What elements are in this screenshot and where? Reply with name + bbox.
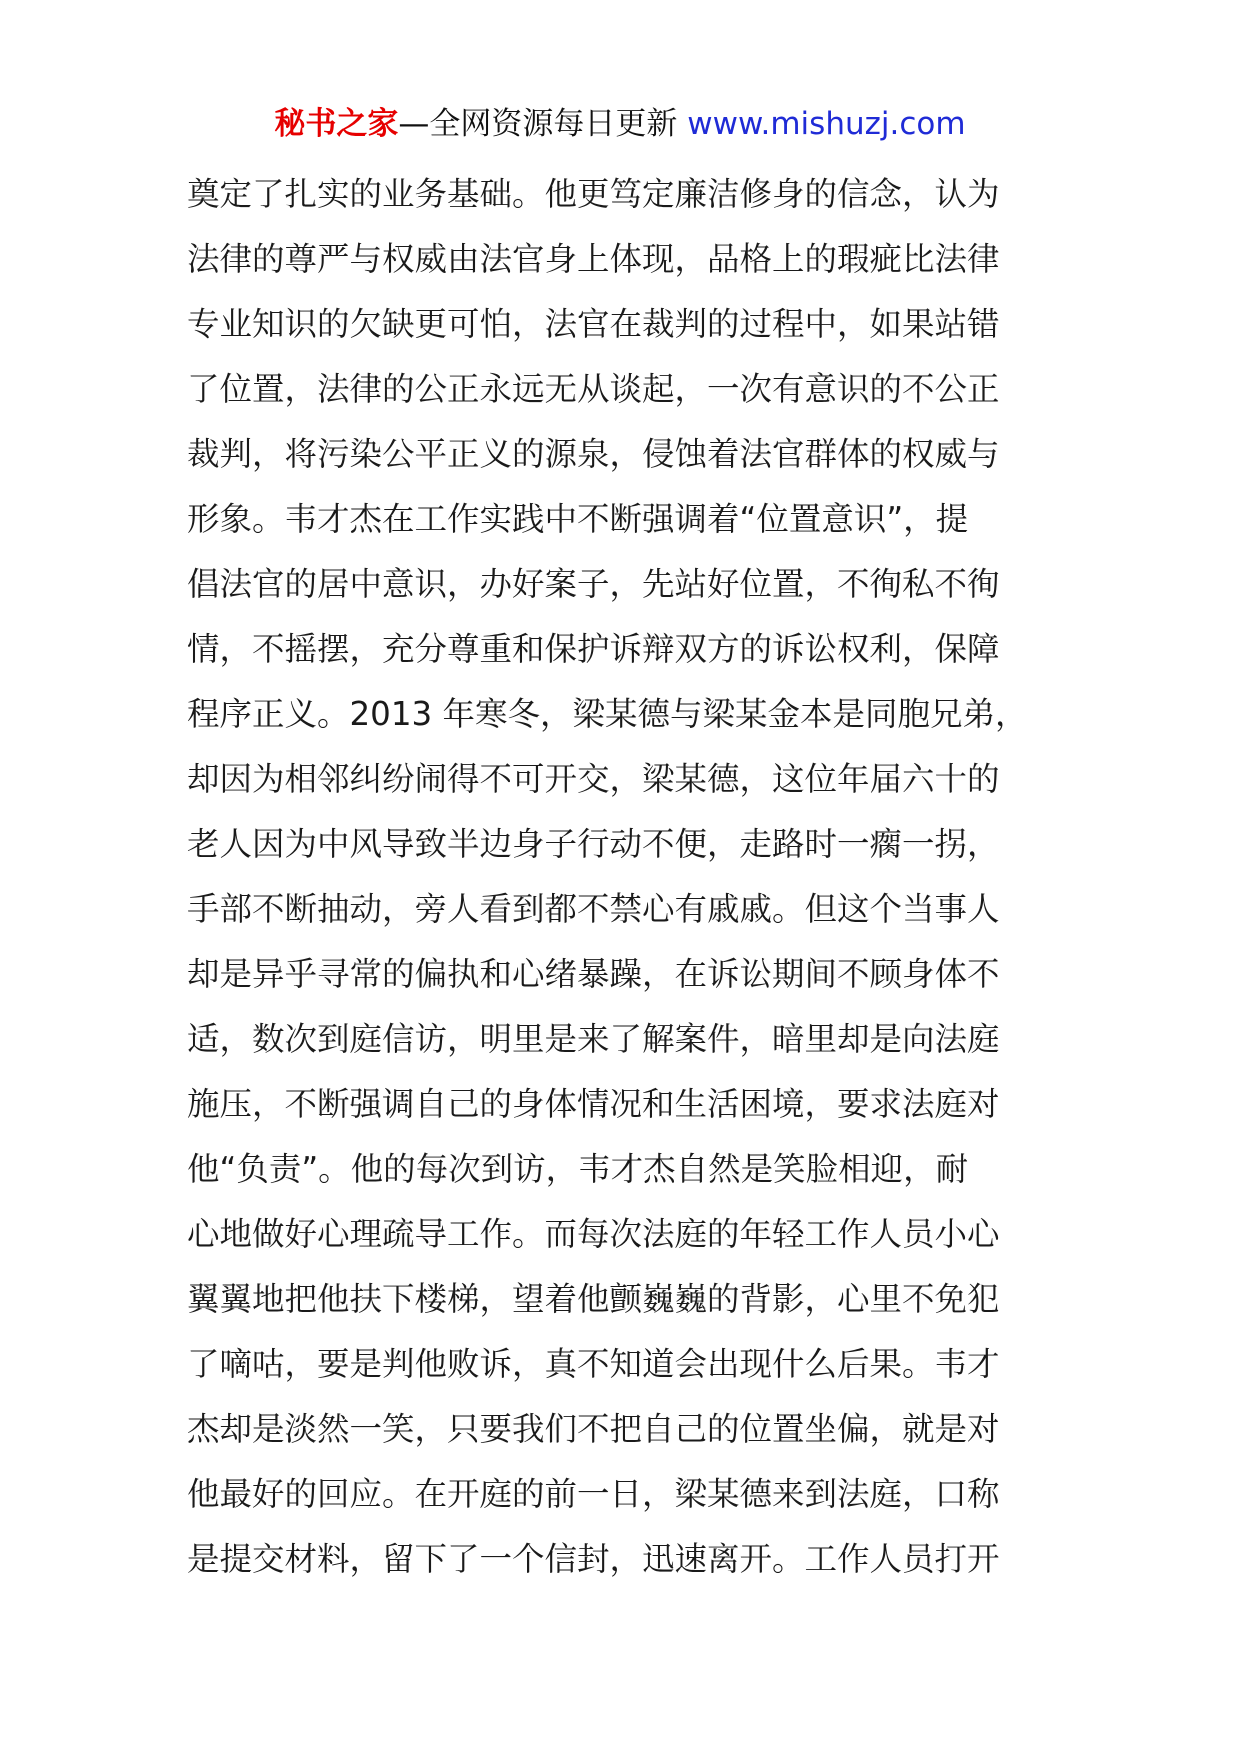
- text-line: 心地做好心理疏导工作。而每次法庭的年轻工作人员小心: [187, 1215, 1000, 1253]
- text-line: 适，数次到庭信访，明里是来了解案件，暗里却是向法庭: [187, 1020, 1000, 1058]
- text-line: 手部不断抽动，旁人看到都不禁心有戚戚。但这个当事人: [187, 890, 1000, 928]
- text-line: 情，不摇摆，充分尊重和保护诉辩双方的诉讼权利，保障: [187, 630, 1000, 668]
- text-line: 裁判，将污染公平正义的源泉，侵蚀着法官群体的权威与: [187, 435, 1000, 473]
- text-line: 形象。韦才杰在工作实践中不断强调着“位置意识”，提: [187, 500, 969, 538]
- text-line: 程序正义。2013 年寒冬，梁某德与梁某金本是同胞兄弟，: [187, 695, 1028, 733]
- brand-name: 秘书之家: [274, 106, 399, 142]
- page-header: [0, 100, 1240, 148]
- text-line: 倡法官的居中意识，办好案子，先站好位置，不徇私不徇: [187, 565, 1000, 603]
- header-tagline: —全网资源每日更新: [398, 106, 688, 142]
- text-line: 奠定了扎实的业务基础。他更笃定廉洁修身的信念，认为: [187, 175, 1000, 213]
- text-line: 却是异乎寻常的偏执和心绪暴躁，在诉讼期间不顾身体不: [187, 955, 1000, 993]
- text-line: 施压，不断强调自己的身体情况和生活困境，要求法庭对: [187, 1085, 1000, 1123]
- text-line: 却因为相邻纠纷闹得不可开交，梁某德，这位年届六十的: [187, 760, 1000, 798]
- text-line: 杰却是淡然一笑，只要我们不把自己的位置坐偏，就是对: [187, 1410, 1000, 1448]
- text-line: 老人因为中风导致半边身子行动不便，走路时一瘸一拐，: [187, 825, 1000, 863]
- site-url[interactable]: www.mishuzj.com: [687, 106, 966, 142]
- text-line: 他“负责”。他的每次到访，韦才杰自然是笑脸相迎，耐: [187, 1150, 969, 1188]
- text-line: 法律的尊严与权威由法官身上体现，品格上的瑕疵比法律: [187, 240, 1000, 278]
- text-line: 他最好的回应。在开庭的前一日，梁某德来到法庭，口称: [187, 1475, 1000, 1513]
- text-line: 翼翼地把他扶下楼梯，望着他颤巍巍的背影，心里不免犯: [187, 1280, 1000, 1318]
- body-paragraph: [187, 162, 1067, 1592]
- text-line: 是提交材料，留下了一个信封，迅速离开。工作人员打开: [187, 1540, 1000, 1578]
- text-line: 了嘀咕，要是判他败诉，真不知道会出现什么后果。韦才: [187, 1345, 1000, 1383]
- text-line: 专业知识的欠缺更可怕，法官在裁判的过程中，如果站错: [187, 305, 1000, 343]
- text-line: 了位置，法律的公正永远无从谈起，一次有意识的不公正: [187, 370, 1000, 408]
